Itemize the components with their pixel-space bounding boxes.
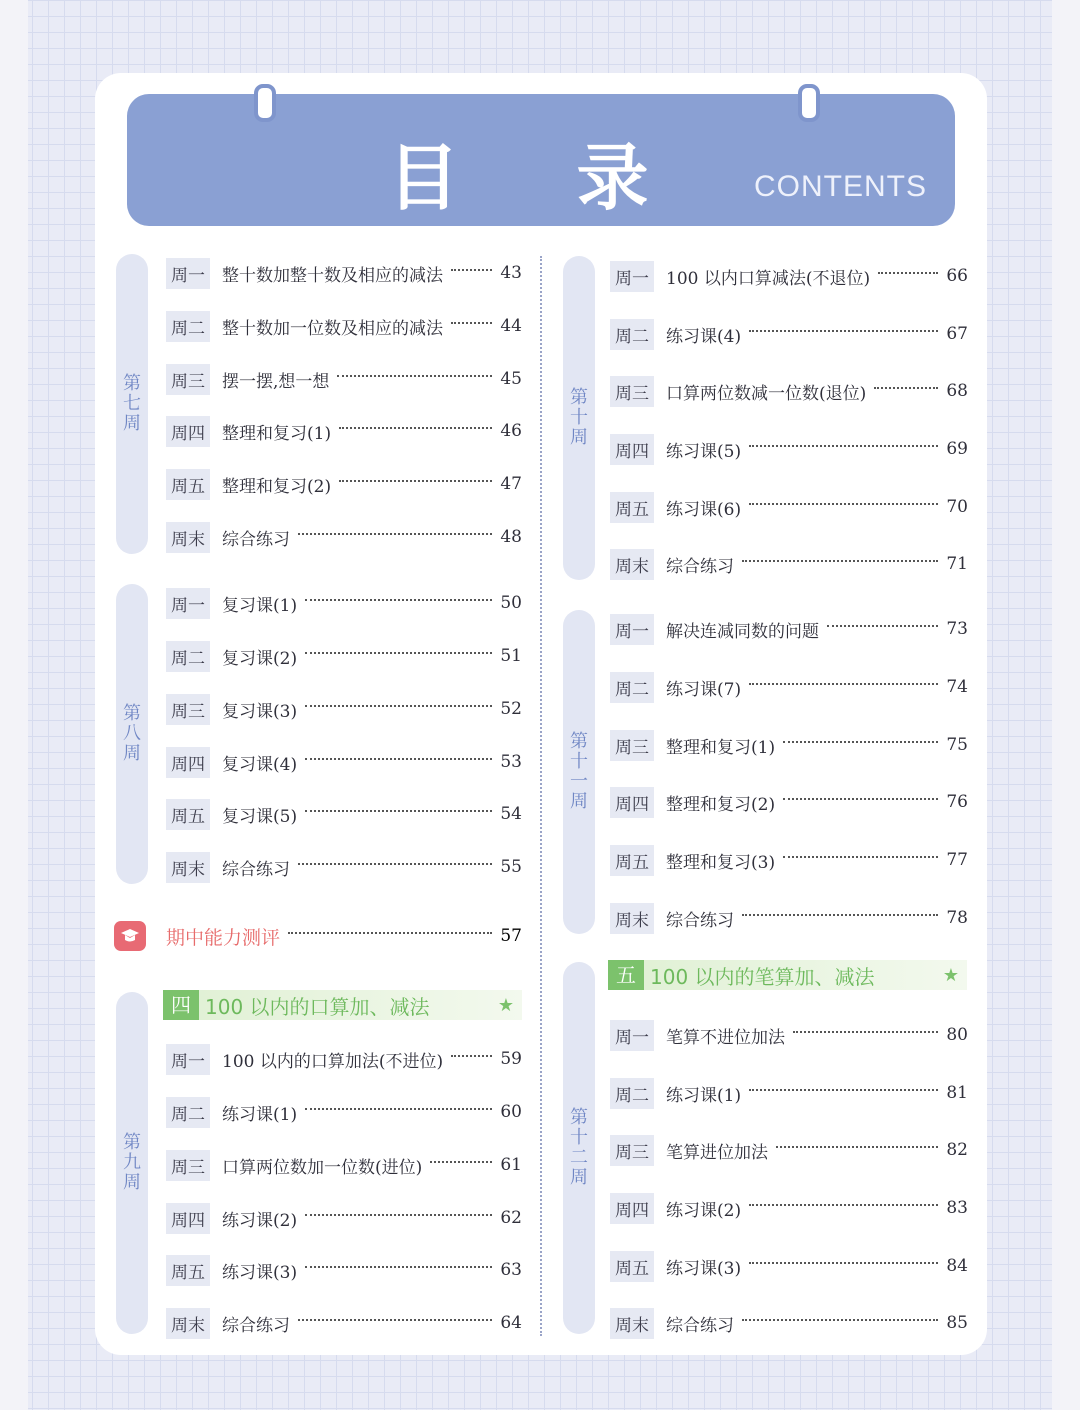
entry-title: 综合练习 <box>222 859 290 880</box>
day-tag: 周五 <box>166 469 210 500</box>
leader-dots <box>878 272 938 274</box>
page-number: 71 <box>946 554 968 574</box>
day-tag: 周一 <box>166 1044 210 1075</box>
leader-dots <box>783 741 938 743</box>
day-tag: 周四 <box>610 434 654 465</box>
toc-entry[interactable] <box>610 785 968 819</box>
toc-entry[interactable] <box>166 745 522 779</box>
entry-title: 复习课(2) <box>222 648 298 669</box>
unit-title: 100 以内的笔算加、减法 <box>650 964 875 989</box>
leader-dots <box>305 705 492 707</box>
unit-banner-4 <box>163 990 522 1020</box>
week-pill <box>116 992 148 1334</box>
day-tag: 周一 <box>166 588 210 619</box>
entry-title: 解决连减同数的问题 <box>666 621 819 642</box>
page-number: 62 <box>500 1208 522 1228</box>
toc-entry[interactable] <box>610 901 968 935</box>
page-number: 51 <box>500 646 522 666</box>
toc-entry[interactable] <box>610 1249 968 1283</box>
exam-title: 期中能力测评 <box>166 926 281 949</box>
column-divider <box>540 256 542 1336</box>
page-number: 70 <box>946 497 968 517</box>
entry-title: 复习课(1) <box>222 595 298 616</box>
day-tag: 周三 <box>166 364 210 395</box>
toc-entry[interactable] <box>610 259 968 293</box>
entry-title: 复习课(3) <box>222 701 298 722</box>
toc-entry[interactable] <box>610 1306 968 1340</box>
page-number: 74 <box>946 677 968 697</box>
day-tag: 周二 <box>166 1097 210 1128</box>
toc-entry[interactable] <box>610 547 968 581</box>
week-label: 第十一周 <box>570 731 588 812</box>
week-label: 第十二周 <box>570 1107 588 1188</box>
entry-title: 综合练习 <box>222 1315 290 1336</box>
toc-entry[interactable] <box>166 1253 522 1287</box>
leader-dots <box>339 480 492 482</box>
leader-dots <box>298 1319 492 1321</box>
toc-entry[interactable] <box>166 414 522 448</box>
star-icon: ★ <box>497 994 514 1016</box>
binder-ring-icon <box>254 84 276 122</box>
leader-dots <box>305 1266 492 1268</box>
day-tag: 周末 <box>166 1308 210 1339</box>
toc-entry[interactable] <box>166 850 522 884</box>
entry-title: 练习课(2) <box>222 1210 298 1231</box>
toc-entry[interactable] <box>610 728 968 762</box>
page-number: 44 <box>500 316 522 336</box>
page-number: 48 <box>500 527 522 547</box>
page-number: 80 <box>946 1025 968 1045</box>
day-tag: 周二 <box>610 1078 654 1109</box>
day-tag: 周五 <box>166 1255 210 1286</box>
toc-entry[interactable] <box>166 692 522 726</box>
toc-entry[interactable] <box>166 467 522 501</box>
leader-dots <box>305 652 492 654</box>
leader-dots <box>339 427 492 429</box>
entry-title: 练习课(6) <box>666 499 742 520</box>
entry-title: 摆一摆,想一想 <box>222 371 330 392</box>
toc-entry[interactable] <box>166 362 522 396</box>
day-tag: 周一 <box>610 614 654 645</box>
unit-title: 100 以内的口算加、减法 <box>205 994 430 1019</box>
week-pill <box>563 256 595 580</box>
page-number: 76 <box>946 792 968 812</box>
week-pill <box>116 584 148 884</box>
leader-dots <box>451 269 492 271</box>
leader-dots <box>288 932 492 934</box>
page-number: 68 <box>946 381 968 401</box>
day-tag: 周三 <box>610 730 654 761</box>
entry-title: 综合练习 <box>222 529 290 550</box>
toc-entry[interactable] <box>166 1306 522 1340</box>
leader-dots <box>776 1146 938 1148</box>
page-number: 61 <box>500 1155 522 1175</box>
page-number: 77 <box>946 850 968 870</box>
entry-title: 综合练习 <box>666 910 734 931</box>
day-tag: 周末 <box>166 522 210 553</box>
leader-dots <box>742 560 938 562</box>
toc-entry[interactable] <box>166 797 522 831</box>
day-tag: 周三 <box>166 1150 210 1181</box>
page-number: 82 <box>946 1140 968 1160</box>
day-tag: 周四 <box>610 787 654 818</box>
toc-entry[interactable] <box>610 1191 968 1225</box>
leader-dots <box>783 856 938 858</box>
entry-title: 口算两位数加一位数(进位) <box>222 1157 423 1178</box>
day-tag: 周二 <box>166 641 210 672</box>
unit-number: 四 <box>163 990 199 1020</box>
leader-dots <box>749 445 938 447</box>
entry-title: 复习课(5) <box>222 806 298 827</box>
day-tag: 周末 <box>610 549 654 580</box>
toc-entry[interactable] <box>610 1018 968 1052</box>
entry-title: 整理和复习(1) <box>666 737 776 758</box>
page-number: 45 <box>500 369 522 389</box>
leader-dots <box>749 1089 938 1091</box>
leader-dots <box>742 1319 938 1321</box>
toc-entry[interactable] <box>610 843 968 877</box>
entry-title: 口算两位数减一位数(退位) <box>666 383 867 404</box>
week-label: 第九周 <box>123 1132 141 1193</box>
toc-entry[interactable] <box>610 490 968 524</box>
page-number: 55 <box>500 857 522 877</box>
entry-title: 练习课(3) <box>222 1262 298 1283</box>
leader-dots <box>749 683 938 685</box>
week-pill <box>563 962 595 1334</box>
day-tag: 周五 <box>610 492 654 523</box>
leader-dots <box>742 914 938 916</box>
leader-dots <box>793 1031 938 1033</box>
entry-title: 整理和复习(2) <box>666 794 776 815</box>
page-number: 81 <box>946 1083 968 1103</box>
day-tag: 周三 <box>610 1135 654 1166</box>
leader-dots <box>305 1214 492 1216</box>
day-tag: 周三 <box>166 694 210 725</box>
toc-entry[interactable] <box>166 520 522 554</box>
leader-dots <box>749 1204 938 1206</box>
toc-entry[interactable] <box>610 317 968 351</box>
leader-dots <box>783 798 938 800</box>
leader-dots <box>451 1055 492 1057</box>
page-number: 60 <box>500 1102 522 1122</box>
week-label: 第十周 <box>570 387 588 448</box>
week-pill <box>563 610 595 934</box>
leader-dots <box>827 625 938 627</box>
toc-entry[interactable] <box>166 256 522 290</box>
right-margin-strip <box>1052 0 1080 1410</box>
day-tag: 周一 <box>610 1020 654 1051</box>
day-tag: 周二 <box>610 319 654 350</box>
contents-header <box>127 94 955 226</box>
day-tag: 周末 <box>166 852 210 883</box>
leader-dots <box>874 387 938 389</box>
toc-entry[interactable] <box>610 612 968 646</box>
unit-banner-5 <box>608 960 967 990</box>
binder-ring-icon <box>798 84 820 122</box>
entry-title: 练习课(4) <box>666 326 742 347</box>
entry-title: 练习课(1) <box>666 1085 742 1106</box>
leader-dots <box>749 330 938 332</box>
leader-dots <box>305 1108 492 1110</box>
page-number: 85 <box>946 1313 968 1333</box>
star-icon: ★ <box>942 964 959 986</box>
entry-title: 练习课(7) <box>666 679 742 700</box>
day-tag: 周一 <box>166 258 210 289</box>
entry-title: 整理和复习(1) <box>222 423 332 444</box>
entry-title: 整十数加一位数及相应的减法 <box>222 318 443 339</box>
leader-dots <box>430 1161 492 1163</box>
entry-title: 练习课(2) <box>666 1200 742 1221</box>
page-number: 54 <box>500 804 522 824</box>
toc-entry[interactable] <box>166 1201 522 1235</box>
page-number: 75 <box>946 735 968 755</box>
entry-title: 综合练习 <box>666 1315 734 1336</box>
toc-entry[interactable] <box>610 1076 968 1110</box>
entry-title: 练习课(5) <box>666 441 742 462</box>
entry-title: 整十数加整十数及相应的减法 <box>222 265 443 286</box>
leader-dots <box>298 863 492 865</box>
week-pill <box>116 254 148 554</box>
day-tag: 周四 <box>166 1203 210 1234</box>
page-number: 63 <box>500 1260 522 1280</box>
entry-title: 练习课(3) <box>666 1258 742 1279</box>
leader-dots <box>749 503 938 505</box>
toc-entry[interactable] <box>166 309 522 343</box>
leader-dots <box>305 599 492 601</box>
week-label: 第八周 <box>123 703 141 764</box>
page-number: 52 <box>500 699 522 719</box>
day-tag: 周二 <box>166 311 210 342</box>
week-label: 第七周 <box>123 373 141 434</box>
unit-number: 五 <box>608 960 644 990</box>
entry-title: 整理和复习(2) <box>222 476 332 497</box>
day-tag: 周末 <box>610 1308 654 1339</box>
leader-dots <box>305 810 492 812</box>
page-number: 64 <box>500 1313 522 1333</box>
exam-page-number: 57 <box>500 926 522 946</box>
page-number: 73 <box>946 619 968 639</box>
day-tag: 周五 <box>610 845 654 876</box>
entry-title: 综合练习 <box>666 556 734 577</box>
day-tag: 周五 <box>166 799 210 830</box>
graduation-cap-icon <box>114 921 146 951</box>
leader-dots <box>451 322 492 324</box>
page-number: 50 <box>500 593 522 613</box>
toc-entry[interactable] <box>166 586 522 620</box>
day-tag: 周三 <box>610 376 654 407</box>
page-subtitle: CONTENTS <box>754 170 927 203</box>
page-number: 47 <box>500 474 522 494</box>
page-number: 53 <box>500 752 522 772</box>
toc-entry[interactable] <box>166 1042 522 1076</box>
page-number: 67 <box>946 324 968 344</box>
leader-dots <box>337 375 492 377</box>
page-number: 59 <box>500 1049 522 1069</box>
entry-title: 100 以内口算减法(不退位) <box>666 268 871 289</box>
day-tag: 周二 <box>610 672 654 703</box>
day-tag: 周四 <box>166 416 210 447</box>
entry-title: 复习课(4) <box>222 754 298 775</box>
toc-entry[interactable] <box>610 1133 968 1167</box>
page-number: 66 <box>946 266 968 286</box>
leader-dots <box>305 758 492 760</box>
page-number: 83 <box>946 1198 968 1218</box>
day-tag: 周末 <box>610 903 654 934</box>
page-number: 84 <box>946 1256 968 1276</box>
toc-entry[interactable] <box>610 374 968 408</box>
page-number: 78 <box>946 908 968 928</box>
entry-title: 练习课(1) <box>222 1104 298 1125</box>
entry-title: 笔算不进位加法 <box>666 1027 785 1048</box>
page-number: 43 <box>500 263 522 283</box>
entry-title: 笔算进位加法 <box>666 1142 768 1163</box>
toc-entry[interactable] <box>610 670 968 704</box>
entry-title: 100 以内的口算加法(不进位) <box>222 1051 444 1072</box>
toc-entry[interactable] <box>610 432 968 466</box>
left-margin-strip <box>0 0 28 1410</box>
leader-dots <box>298 533 492 535</box>
leader-dots <box>749 1262 938 1264</box>
page-number: 46 <box>500 421 522 441</box>
midterm-exam-entry[interactable] <box>114 919 522 953</box>
day-tag: 周一 <box>610 261 654 292</box>
toc-entry[interactable] <box>166 1095 522 1129</box>
day-tag: 周四 <box>166 747 210 778</box>
toc-entry[interactable] <box>166 1148 522 1182</box>
page-number: 69 <box>946 439 968 459</box>
entry-title: 整理和复习(3) <box>666 852 776 873</box>
toc-entry[interactable] <box>166 639 522 673</box>
page-title: 目 录 <box>387 136 695 220</box>
day-tag: 周四 <box>610 1193 654 1224</box>
day-tag: 周五 <box>610 1251 654 1282</box>
